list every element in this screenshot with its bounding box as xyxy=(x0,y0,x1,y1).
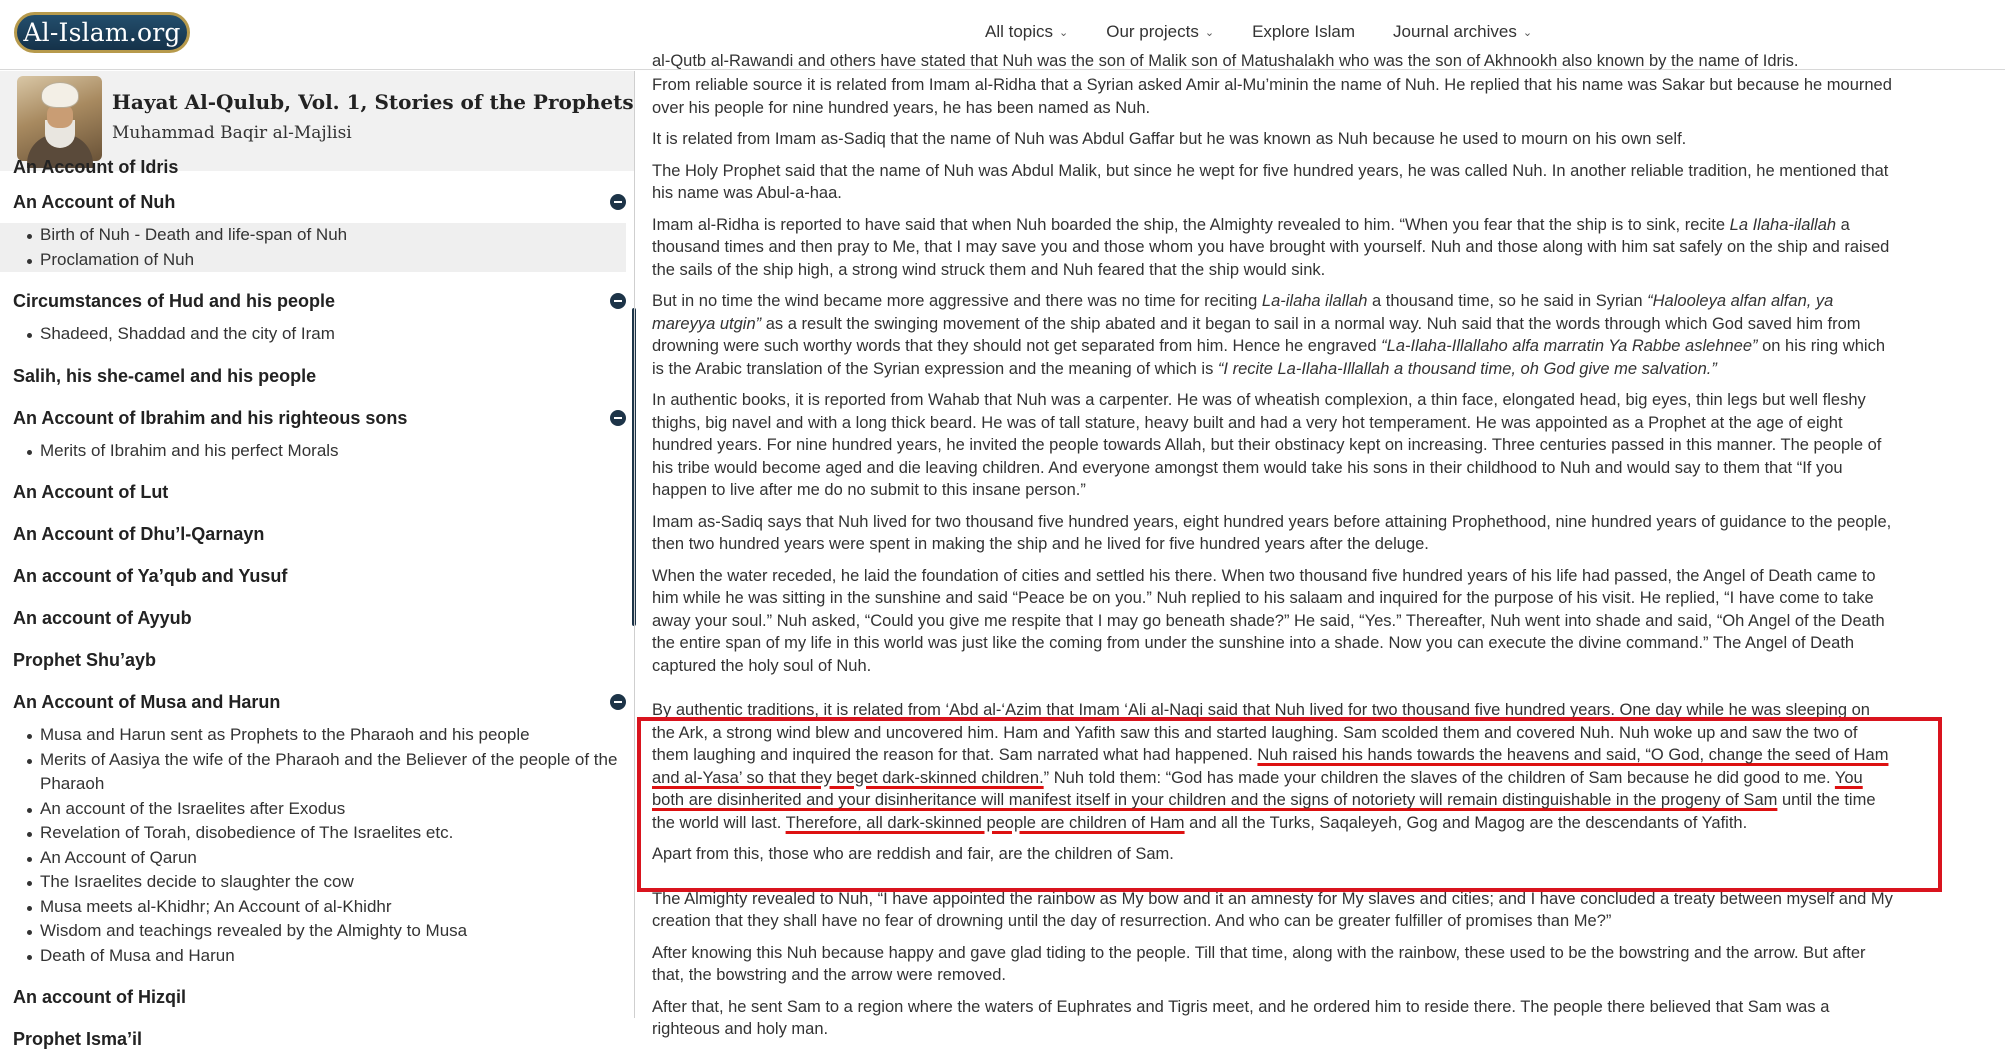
toc-chapter-ibrahim[interactable] xyxy=(0,397,634,439)
nav-journal-archives[interactable] xyxy=(1393,22,1532,42)
toc-item[interactable]: Musa and Harun sent as Prophets to the Pharaoh and his people xyxy=(0,723,634,748)
underlined-text: You both are disinherited and your disinheritance will manifest itself in your children and the signs of notoriety will remain distinguishable in the progeny of Sam xyxy=(652,768,1863,809)
toc-item[interactable]: Merits of Ibrahim and his perfect Morals xyxy=(0,439,634,464)
paragraph-highlighted: By authentic traditions, it is related from ‘Abd al-‘Azim that Imam ‘Ali al-Naqi said that Nuh lived for two thousand five hundred years. One day while he was sleeping on the Ark, a strong wind blew and uncovered him. Ham and Yafith saw this and started laughing. Sam scolded them and covered Nuh. Nuh woke up and saw the two of them laughing and inquired the reason for that. Sam narrated what had happened. Nuh raised his hands towards the heavens and said, “O God, change the seed of Ham and al-Yasa’ so that they beget dark-skinned children.” Nuh told them: “God has made your children the slaves of the children of Sam because he did good to me. You both are disinherited and your disinheritance will manifest itself in your children and the signs of notoriety will remain distinguishable in the progeny of Sam until the time the world will last. Therefore, all dark-skinned people are children of Ham and all the Turks, Saqaleyeh, Gog and Magog are the descendants of Yafith. xyxy=(652,701,1889,832)
underlined-text: Nuh raised his hands towards the heavens and said, “O God, change the seed of Ham and al-Yasa’ so that they beget dark-skinned children. xyxy=(652,746,1889,787)
underlined-text: Therefore, all dark-skinned people are children of Ham xyxy=(785,813,1185,832)
chevron-down-icon: ⌄ xyxy=(1522,26,1533,39)
paragraph: After that, he sent Sam to a region where the waters of Euphrates and Tigris meet, and he ordered him to reside there. The people there believed that Sam was a righteous and holy man. xyxy=(652,997,1830,1038)
collapse-icon[interactable] xyxy=(610,194,626,210)
underlined-text: By authentic traditions, xyxy=(652,701,819,719)
paragraph: When the water receded, he laid the foundation of cities and settled his there. When two thousand five hundred years of his life had passed, the Angel of Death came to him while he was sitting in the sunshine and said “Peace be on you.” Nuh replied to his salaam and inquired for the purpose of his visit. He replied, “I have come to take away your soul.” Nuh asked, “Could you give me respite that I may go beneath shade?” He said, “Yes.” Thereafter, Nuh went into shade and said, “Oh Angel of the Death the entire span of my life in this world was just like the coming from under the sunshine into a shade. Now you can execute the divine command.” The Angel of Death captured the holy soul of Nuh. xyxy=(652,566,1885,675)
toc-chapter-label: Circumstances of Hud and his people xyxy=(13,291,336,311)
nav-our-projects[interactable] xyxy=(1106,22,1214,42)
paragraph: In authentic books, it is reported from Wahab that Nuh was a carpenter. He was of wheatish complexion, a thin face, elongated head, big eyes, thin legs but well fleshy thighs, big navel and with a long thick beard. He was of tall stature, heavy built and had a very hot temperament. He was appointed as a Prophet at the age of eight hundred years. For nine hundred years, he invited the people towards Allah, but their obstinacy kept on increasing. Three centuries passed in this manner. The people of his tribe would become aged and die leaving children. And everyone amongst them would take his sons in their childhood to Nuh and would say to them that “If you happen to live after me do no submit to this insane person.” xyxy=(652,391,1882,499)
toc-item[interactable]: Proclamation of Nuh xyxy=(0,248,626,273)
nav-label: All topics xyxy=(985,22,1054,41)
toc-sublist xyxy=(0,439,634,472)
toc-chapter-lut[interactable]: An Account of Lut xyxy=(13,482,169,502)
collapse-icon[interactable] xyxy=(610,410,626,426)
sidebar-divider xyxy=(634,71,635,1018)
chevron-down-icon: ⌄ xyxy=(1204,26,1215,39)
chevron-down-icon: ⌄ xyxy=(1059,26,1069,39)
table-of-contents xyxy=(0,157,634,1049)
toc-chapter-dhul-qarnayn[interactable]: An Account of Dhu’l-Qarnayn xyxy=(13,524,265,544)
toc-chapter-label: An Account of Ibrahim and his righteous sons xyxy=(13,407,408,428)
toc-item[interactable]: Musa meets al-Khidhr; An Account of al-Khidhr xyxy=(0,895,634,920)
paragraph: Imam al-Ridha is reported to have said that when Nuh boarded the ship, the Almighty revealed to him. “When you fear that the ship is to sink, recite La Ilaha-ilallah a thousand times and then pray to Me, that I may save you and those whom you have brought with yourself. Nuh and those along with him sat safely on the ship and raised the sails of the ship high, a strong wind struck them and Nuh feared that the ship would sink. xyxy=(652,215,1890,279)
paragraph: From reliable source it is related from Imam al-Ridha that a Syrian asked Amir al-Mu’minin the name of Nuh. He replied that his name was Sakar but because he mourned over his people for nine hundred years, he has been named as Nuh. xyxy=(652,76,1892,117)
toc-chapter-shuayb[interactable]: Prophet Shu’ayb xyxy=(13,650,157,670)
toc-chapter-musa-harun[interactable] xyxy=(0,681,634,723)
nav-label: Journal archives xyxy=(1393,22,1517,41)
toc-sublist xyxy=(0,223,626,272)
logo-text: Al-Islam.org xyxy=(23,18,181,47)
toc-chapter-hizqil[interactable]: An account of Hizqil xyxy=(13,987,186,1007)
toc-item[interactable]: Birth of Nuh - Death and life-span of Nuh xyxy=(0,223,626,248)
paragraph: al-Qutb al-Rawandi and others have stated that Nuh was the son of Malik son of Matushalakh who was the son of Akhnookh also known by the name of Idris. xyxy=(652,52,1799,70)
toc-chapter-hud[interactable] xyxy=(0,280,634,322)
paragraph: Imam as-Sadiq says that Nuh lived for two thousand five hundred years, eight hundred years before attaining Prophethood, nine hundred years of guidance to the people, then two hundred years were spent in making the ship and he lived for five hundred years after the deluge. xyxy=(652,512,1892,553)
toc-item[interactable]: The Israelites decide to slaughter the cow xyxy=(0,870,634,895)
toc-chapter-salih[interactable]: Salih, his she-camel and his people xyxy=(13,365,317,386)
paragraph: The Holy Prophet said that the name of Nuh was Abdul Malik, but since he wept for five hundred years, he was called Nuh. In another reliable tradition, he mentioned that his name was Abul-a-haa. xyxy=(652,161,1889,202)
toc-chapter-ismail[interactable]: Prophet Isma’il xyxy=(13,1029,143,1049)
nav-label: Explore Islam xyxy=(1252,22,1356,41)
paragraph: The Almighty revealed to Nuh, “I have appointed the rainbow as My bow and it an amnesty for My slaves and cities; and I have concluded a treaty between myself and My creation that they shall have no fear of drowning until the day of resurrection. And who can be greater fulfiller of promises than Me?” xyxy=(652,889,1893,930)
toc-item[interactable]: Shadeed, Shaddad and the city of Iram xyxy=(0,322,634,347)
toc-chapter-nuh[interactable] xyxy=(0,181,634,223)
toc-chapter-yaqub-yusuf[interactable]: An account of Ya’qub and Yusuf xyxy=(13,566,288,586)
nav-explore-islam[interactable] xyxy=(1252,22,1355,42)
toc-item[interactable]: Wisdom and teachings revealed by the Almighty to Musa xyxy=(0,919,634,944)
book-header xyxy=(0,71,634,171)
book-title[interactable]: Hayat Al-Qulub, Vol. 1, Stories of the Prophets xyxy=(112,90,634,114)
toc-sublist xyxy=(0,723,634,976)
book-cover-image[interactable] xyxy=(17,76,102,161)
toc-chapter-label: An Account of Musa and Harun xyxy=(13,692,281,712)
main-nav xyxy=(985,22,1570,42)
toc-sublist xyxy=(0,322,634,355)
toc-chapter-label: An Account of Nuh xyxy=(13,192,176,212)
collapse-icon[interactable] xyxy=(610,293,626,309)
paragraph: After knowing this Nuh because happy and gave glad tiding to the people. Till that time, along with the rainbow, these used to be the bowstring and the arrow. But after that, the bowstring and the arrow were removed. xyxy=(652,943,1866,984)
toc-item[interactable]: Revelation of Torah, disobedience of The Israelites etc. xyxy=(0,821,634,846)
toc-chapter-idris[interactable]: An Account of Idris xyxy=(13,157,179,177)
toc-item[interactable]: An account of the Israelites after Exodus xyxy=(0,797,634,822)
toc-item[interactable]: Death of Musa and Harun xyxy=(0,944,634,969)
nav-all-topics[interactable] xyxy=(985,22,1068,42)
paragraph: But in no time the wind became more aggressive and there was no time for reciting La-ilaha ilallah a thousand time, so he said in Syrian “Halooleya alfan alfan, ya mareyya utgin” as a result the swinging movement of the ship abated and it began to sail in a normal way. Nuh said that the words through which God saved him from drowning were such worthy words that they should not get separated from him. Hence he engraved “La-Ilaha-Illallaho alfa marratin Ya Rabbe aslehnee” on his ring which is the Arabic translation of the Syrian expression and the meaning of which is “I recite La-Ilaha-Illallah a thousand time, oh God give me salvation.” xyxy=(652,292,1885,378)
nav-label: Our projects xyxy=(1106,22,1199,41)
toc-item[interactable]: An Account of Qarun xyxy=(0,846,634,871)
paragraph-highlighted: Apart from this, those who are reddish and fair, are the children of Sam. xyxy=(652,845,1174,863)
collapse-icon[interactable] xyxy=(610,694,626,710)
chapter-content xyxy=(652,52,1895,1038)
toc-item[interactable]: Merits of Aasiya the wife of the Pharaoh and the Believer of the people of the Pharaoh xyxy=(0,748,634,797)
book-author[interactable]: Muhammad Baqir al-Majlisi xyxy=(112,123,352,143)
site-logo[interactable] xyxy=(14,12,190,53)
toc-chapter-ayyub[interactable]: An account of Ayyub xyxy=(13,608,192,628)
paragraph: It is related from Imam as-Sadiq that the name of Nuh was Abdul Gaffar but he was known as Nuh because he used to mourn on his own self. xyxy=(652,130,1687,148)
